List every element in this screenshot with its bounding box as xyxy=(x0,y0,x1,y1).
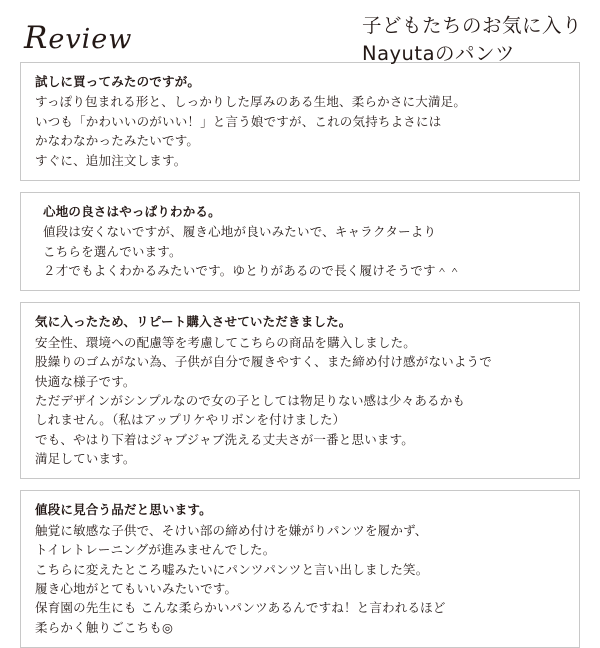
review-title: 気に入ったため、リピート購入させていただきました。 xyxy=(35,314,352,330)
review-line: トイレトレーニングが進みませんでした。 xyxy=(35,542,276,558)
review-line: こちらに変えたところ嘘みたいにパンツパンツと言い出しました笑。 xyxy=(35,561,429,577)
review-line: すっぽり包まれる形と、しっかりした厚みのある生地、柔らかさに大満足。 xyxy=(35,94,467,110)
review-line: ２才でもよくわかるみたいです。ゆとりがあるので長く履けそうです＾＾ xyxy=(43,263,462,278)
review-line: 保育園の先生にも こんな柔らかいパンツあるんですね！と言われるほど xyxy=(35,600,446,616)
review-line: いつも「かわいいのがいい！」と言う娘ですが、これの気持ちよさには xyxy=(35,113,442,129)
review-logo-rest: eview xyxy=(48,24,133,55)
review-line: すぐに、追加注文します。 xyxy=(35,152,187,168)
review-line: 満足しています。 xyxy=(35,451,136,466)
page-title-line1: 子どもたちのお気に入り xyxy=(361,14,582,37)
review-block xyxy=(20,62,580,181)
review-line: こちらを選んでいます。 xyxy=(43,243,182,259)
review-list xyxy=(0,62,600,648)
review-logo xyxy=(24,20,132,56)
page-header xyxy=(0,0,600,65)
review-line: 快適な様子です。 xyxy=(35,373,136,389)
review-line: 安全性、環境への配慮等を考慮してこちらの商品を購入しました。 xyxy=(35,334,417,350)
review-block xyxy=(20,192,580,292)
review-line: 股繰りのゴムがない為、子供が自分で履きやすく、また締め付け感がないようで xyxy=(35,354,492,370)
review-line: でも、やはり下着はジャブジャブ洗える丈夫さが一番と思います。 xyxy=(35,431,415,447)
review-line: しれません。（私はアップリケやリボンを付けました） xyxy=(35,412,346,428)
review-title: 試しに買ってみたのですが。 xyxy=(35,74,201,89)
review-block xyxy=(20,302,580,479)
review-line: 触覚に敏感な子供で、そけい部の締め付けを嫌がりパンツを履かず、 xyxy=(35,522,428,538)
review-line: 柔らかく触りごこちも◎ xyxy=(35,619,174,635)
review-line: ただデザインがシンプルなので女の子としては物足りない感は少々あるかも xyxy=(35,392,466,408)
review-line: 履き心地がとてもいいみたいです。 xyxy=(35,580,238,596)
page-title xyxy=(362,10,582,67)
review-logo-initial: R xyxy=(24,20,49,56)
page-title-line2: Nayutaのパンツ xyxy=(361,41,516,65)
review-line: かなわなかったみたいです。 xyxy=(35,133,200,149)
review-block xyxy=(20,490,580,648)
review-line: 値段は安くないですが、履き心地が良いみたいで、キャラクターより xyxy=(43,224,437,240)
review-title: 値段に見合う品だと思います。 xyxy=(35,502,212,518)
review-title: 心地の良さはやっぱりわかる。 xyxy=(43,203,221,219)
